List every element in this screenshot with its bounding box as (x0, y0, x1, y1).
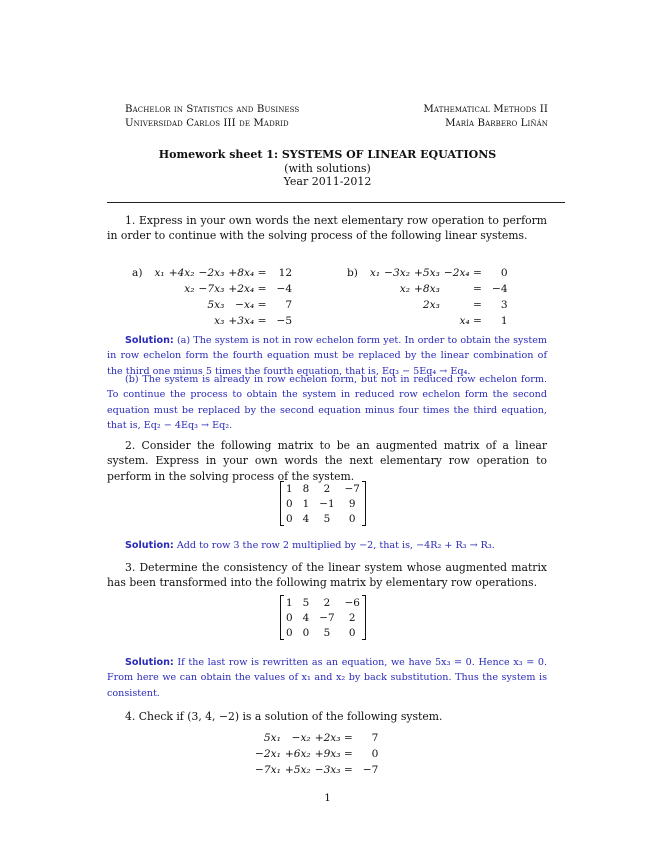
equation-term: −3x₂ (384, 267, 410, 279)
matrix-cell: 5 (302, 596, 310, 609)
equation-term: −3x₃ = (314, 764, 353, 776)
equation-rhs: 0 (500, 267, 508, 279)
equation-rhs: 7 (285, 299, 293, 311)
matrix-cell: −6 (344, 596, 360, 609)
q1-system-a (130, 265, 294, 329)
q1-solution-b: (b) The system is already in row echelon form, but not in reduced row echelon form. To continue the process to obtain the system in reduced row echelon form the second equation must be replaced by the second equation minus four times the third equation, that is, Eq₂ − 4Eq₃ → Eq₂. (107, 374, 547, 432)
q2-solution (107, 538, 547, 553)
equation-row (130, 313, 294, 329)
equation-term (382, 297, 412, 313)
equation-term (167, 313, 197, 329)
matrix-cell: 1 (286, 482, 293, 495)
matrix-cell: 0 (348, 626, 356, 639)
equation-term: +5x₃ (414, 267, 440, 279)
equation-term: x₃ (214, 315, 225, 327)
equation-term (152, 297, 166, 313)
equation-term: = (473, 283, 482, 295)
header-course: Mathematical Methods II (423, 104, 548, 115)
equation-term (368, 297, 382, 313)
equation-term: −7x₃ (198, 283, 225, 295)
q2-matrix (280, 481, 366, 526)
matrix-right-bracket (362, 481, 366, 526)
equation-rhs: −7 (362, 764, 379, 776)
q3-matrix (280, 595, 366, 640)
equation-term (412, 313, 442, 329)
label-spacer (345, 297, 368, 313)
matrix-cell: 2 (323, 482, 331, 495)
matrix-cell: −7 (344, 482, 360, 495)
header-left (125, 103, 299, 131)
equation-term: +2x₄ = (228, 283, 267, 295)
q3-solution-text: If the last row is rewritten as an equation, we have 5x₃ = 0. Hence x₃ = 0. From here we can obtain the values of x₁ and x₂ by back substitution. Thus the system is consistent. (107, 657, 547, 699)
equation-term: +8x₄ = (228, 267, 267, 279)
equation-term: x₄ = (459, 315, 482, 327)
document-title: Homework sheet 1: SYSTEMS OF LINEAR EQUATIONS (158, 148, 497, 161)
matrix-cell: 2 (323, 596, 331, 609)
equation-term: x₁ (369, 267, 381, 279)
equation-term: +9x₃ = (314, 748, 353, 760)
title-divider (107, 202, 565, 203)
q1-solution-a-text: (a) The system is not in row echelon form yet. In order to obtain the system in row echelon form the fourth equation must be replaced by the linear combination of the third one minus 5 times the fourth equation, that is, Eq₃ − 5Eq₄ → Eq₄. (107, 335, 547, 377)
equation-term: +3x₄ = (228, 315, 267, 327)
q2-solution-text: Add to row 3 the row 2 multiplied by −2, that is, −4R₂ + R₃ → R₃. (176, 540, 495, 551)
q1-label-b: b) (347, 267, 358, 279)
q1-text: 1. Express in your own words the next elementary row operation to perform in order to continue with the solving process of the following linear systems. (107, 214, 547, 243)
q1-system-b (345, 265, 510, 329)
matrix-row (281, 481, 366, 496)
matrix-right-bracket (362, 595, 366, 640)
equation-row (130, 297, 294, 313)
matrix-cell: 0 (348, 512, 356, 525)
matrix-cell: 0 (286, 611, 293, 624)
equation-term: x₂ (184, 283, 195, 295)
matrix-cell: 4 (302, 611, 310, 624)
matrix-cell: 1 (302, 497, 310, 510)
matrix-cell: 9 (348, 497, 356, 510)
equation-rhs: −5 (276, 315, 293, 327)
equation-term (368, 313, 382, 329)
matrix-cell: 0 (286, 497, 293, 510)
matrix-row (281, 610, 366, 625)
q1-label-a: a) (132, 267, 143, 279)
q4-system (253, 730, 380, 778)
document-subtitle: (with solutions) (284, 161, 371, 175)
header-program: Bachelor in Statistics and Business (125, 104, 300, 115)
matrix-cell: 0 (286, 512, 293, 525)
document-year: Year 2011-2012 (283, 175, 372, 188)
equation-term: −x₄ = (235, 299, 267, 311)
matrix-left-bracket (280, 595, 284, 640)
equation-term: +8x₃ (414, 283, 440, 295)
equation-rhs: 12 (278, 267, 293, 279)
q3-text: 3. Determine the consistency of the linear system whose augmented matrix has been transformed into the following matrix by elementary row operations. (107, 561, 547, 590)
matrix-cell: 8 (302, 482, 310, 495)
equation-term: x₂ (399, 283, 410, 295)
equation-term (382, 313, 412, 329)
equation-row (345, 281, 510, 297)
matrix-cell: −7 (319, 611, 335, 624)
equation-term (167, 297, 197, 313)
equation-term: x₁ (154, 267, 165, 279)
q2-text: 2. Consider the following matrix to be an augmented matrix of a linear system. Express in your own words the next elementary row operation to perform in the solving process of the system. (107, 439, 547, 483)
matrix-cell: 2 (348, 611, 356, 624)
equation-row (253, 730, 380, 746)
label-spacer (130, 297, 152, 313)
equation-rhs: 3 (500, 299, 508, 311)
matrix-row (281, 595, 366, 610)
title-block (0, 148, 655, 189)
equation-term: −2x₄ = (443, 267, 482, 279)
matrix-cell: 1 (286, 596, 293, 609)
equation-term (152, 313, 166, 329)
matrix-row (281, 496, 366, 511)
equation-term: 2x₃ (422, 299, 440, 311)
equation-rhs: 7 (371, 732, 379, 744)
matrix-cell: 4 (302, 512, 310, 525)
label-spacer (345, 313, 368, 329)
q3-solution-label: Solution: (125, 657, 174, 668)
equation-term: +4x₂ (168, 267, 195, 279)
label-spacer (130, 281, 152, 297)
equation-row (345, 313, 510, 329)
matrix-cell: −1 (319, 497, 335, 510)
matrix-cell: 5 (323, 512, 331, 525)
matrix-cell: 5 (323, 626, 331, 639)
matrix-left-bracket (280, 481, 284, 526)
equation-term (368, 281, 382, 297)
q4-text: 4. Check if (3, 4, −2) is a solution of the following system. (125, 710, 443, 723)
equation-row (345, 297, 510, 313)
q1-solution-label: Solution: (125, 335, 174, 346)
label-spacer (345, 281, 368, 297)
equation-row (253, 762, 380, 778)
equation-rhs: 1 (500, 315, 508, 327)
equation-term (152, 281, 166, 297)
label-spacer (130, 313, 152, 329)
matrix-cell: 0 (286, 626, 293, 639)
equation-term: 5x₃ (207, 299, 225, 311)
equation-row (130, 265, 294, 281)
equation-term: −7x₁ (255, 764, 281, 776)
equation-term: = (473, 299, 482, 311)
equation-term: −x₂ (291, 732, 311, 744)
page-number: 1 (324, 792, 331, 804)
equation-term: +6x₂ (284, 748, 311, 760)
equation-term: 5x₁ (263, 732, 281, 744)
matrix-row (281, 511, 366, 526)
equation-rhs: 0 (371, 748, 379, 760)
equation-row (345, 265, 510, 281)
header-author: María Barbero Liñán (445, 118, 548, 129)
equation-row (253, 746, 380, 762)
equation-rhs: −4 (491, 283, 508, 295)
equation-term: −2x₁ (255, 748, 281, 760)
matrix-cell: 0 (302, 626, 310, 639)
q2-solution-label: Solution: (125, 540, 174, 551)
header-university: Universidad Carlos III de Madrid (125, 118, 289, 129)
q3-solution (107, 655, 547, 701)
equation-term: +5x₂ (284, 764, 311, 776)
matrix-row (281, 625, 366, 640)
equation-row (130, 281, 294, 297)
equation-term: +2x₃ = (314, 732, 353, 744)
equation-rhs: −4 (276, 283, 293, 295)
equation-term: −2x₃ (198, 267, 225, 279)
header-right (423, 103, 548, 131)
